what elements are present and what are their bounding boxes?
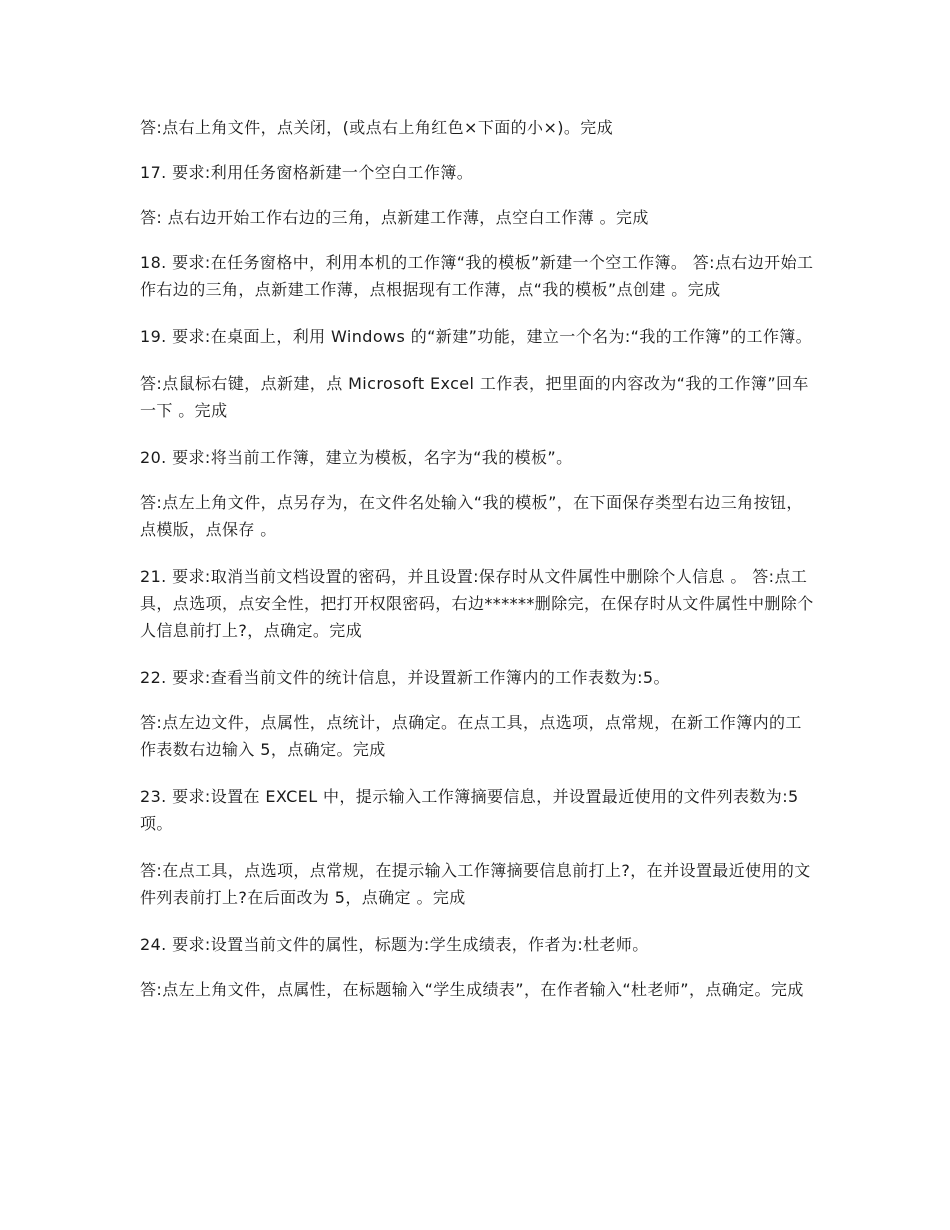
question-17: 17. 要求:利用任务窗格新建一个空白工作簿。	[140, 163, 474, 182]
question-22: 22. 要求:查看当前文件的统计信息，并设置新工作簿内的工作表数为:5。	[140, 668, 670, 687]
answer-19: 答:点鼠标右键，点新建，点 Microsoft Excel 工作表，把里面的内容改为“我的工作簿”回车一下 。完成	[140, 374, 809, 420]
question-20: 20. 要求:将当前工作簿，建立为模板，名字为“我的模板”。	[140, 448, 573, 467]
document-page	[140, 114, 815, 1023]
answer-16: 答:点右上角文件，点关闭，(或点右上角红色×下面的小×)。完成	[140, 118, 614, 137]
answer-23: 答:在点工具，点选项，点常规，在提示输入工作簿摘要信息前打上?，在并设置最近使用的文件列表前打上?在后面改为 5，点确定 。完成	[140, 861, 811, 907]
answer-20: 答:点左上角文件，点另存为，在文件名处输入“我的模板”，在下面保存类型右边三角按钮，点模版，点保存 。	[140, 493, 803, 539]
answer-22: 答:点左边文件，点属性，点统计，点确定。在点工具，点选项，点常规，在新工作簿内的工作表数右边输入 5，点确定。完成	[140, 713, 802, 759]
question-answer-18: 18. 要求:在任务窗格中，利用本机的工作簿“我的模板”新建一个空工作簿。 答:点右边开始工作右边的三角，点新建工作薄，点根据现有工作薄，点“我的模板”点创建 。完成	[140, 253, 814, 299]
question-answer-21: 21. 要求:取消当前文档设置的密码，并且设置:保存时从文件属性中删除个人信息 。 答:点工具，点选项，点安全性，把打开权限密码，右边******删除完，在保存时从文件属性中删除个人信息前打上?，点确定。完成	[140, 567, 814, 640]
question-23: 23. 要求:设置在 EXCEL 中，提示输入工作簿摘要信息，并设置最近使用的文件列表数为:5 项。	[140, 787, 799, 833]
question-19: 19. 要求:在桌面上，利用 Windows 的“新建”功能，建立一个名为:“我的工作簿”的工作簿。	[140, 327, 813, 346]
answer-24: 答:点左上角文件，点属性，在标题输入“学生成绩表”，在作者输入“杜老师”，点确定。完成	[140, 980, 804, 999]
question-24: 24. 要求:设置当前文件的属性，标题为:学生成绩表，作者为:杜老师。	[140, 935, 649, 954]
answer-17: 答: 点右边开始工作右边的三角，点新建工作薄，点空白工作薄 。完成	[140, 208, 649, 227]
